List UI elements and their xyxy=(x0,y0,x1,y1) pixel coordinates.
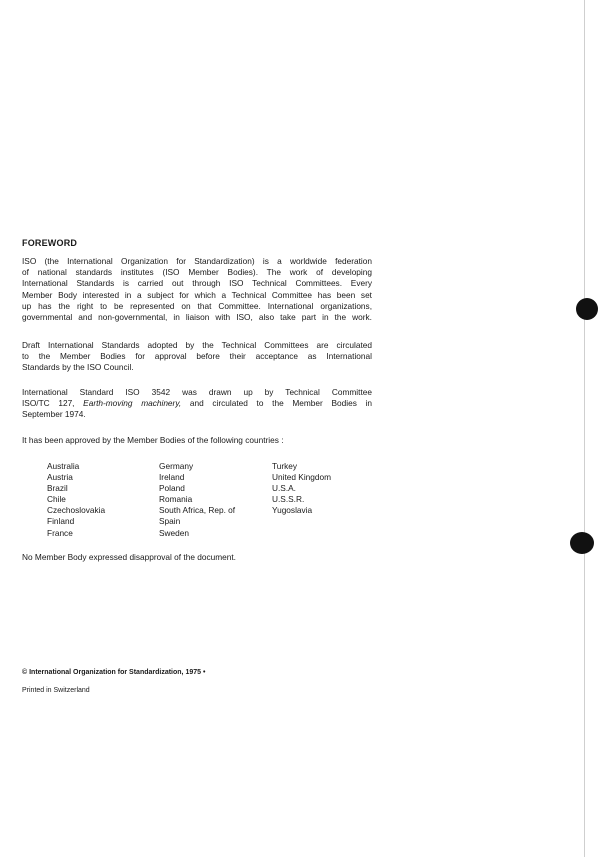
punch-hole-mark xyxy=(570,532,594,554)
country-item: South Africa, Rep. of xyxy=(159,505,236,516)
text-line: Standards by the ISO Council. xyxy=(22,362,134,373)
foreword-heading: FOREWORD xyxy=(22,238,78,248)
country-item: U.S.S.R. xyxy=(272,494,305,505)
text-line: International Standards is carried out through ISO Technical Committees. Every xyxy=(22,278,372,289)
text-line xyxy=(22,398,372,409)
country-item: Brazil xyxy=(47,483,68,494)
foreword-paragraph-drafts xyxy=(22,340,372,374)
country-list-column-3 xyxy=(272,461,331,516)
disapproval-note xyxy=(22,552,372,563)
text-line: of national standards institutes (ISO Member Bodies). The work of developing xyxy=(22,267,372,278)
copyright-notice: © International Organization for Standardization, 1975 • xyxy=(22,669,206,676)
text-fragment: ISO/TC 127, xyxy=(22,398,75,409)
text-line: Member Body interested in a subject for which a Technical Committee has been set xyxy=(22,289,372,300)
text-line: It has been approved by the Member Bodies of the following countries : xyxy=(22,435,284,445)
foreword-paragraph-iso xyxy=(22,256,372,323)
country-item: Yugoslavia xyxy=(272,505,313,516)
text-line: September 1974. xyxy=(22,409,86,420)
country-item: Poland xyxy=(159,483,185,494)
foreword-paragraph-standard xyxy=(22,387,372,421)
page-edge-rule xyxy=(584,0,585,857)
text-line: up has the right to be represented on that Committee. International organizations, xyxy=(22,300,372,311)
country-item: Finland xyxy=(47,516,75,527)
country-item: United Kingdom xyxy=(272,472,332,483)
country-item: Ireland xyxy=(159,472,185,483)
country-item: Austria xyxy=(47,472,73,483)
text-line: Draft International Standards adopted by the Technical Committees are circulated xyxy=(22,340,372,350)
text-line: to the Member Bodies for approval before their acceptance as International xyxy=(22,351,372,362)
country-item: France xyxy=(47,527,73,538)
country-item: Turkey xyxy=(272,461,298,471)
text-line: No Member Body expressed disapproval of the document. xyxy=(22,552,236,562)
punch-hole-mark xyxy=(576,298,598,320)
country-list-column-1 xyxy=(47,461,105,539)
text-line: ISO (the International Organization for Standardization) is a worldwide federation xyxy=(22,256,372,266)
approval-intro xyxy=(22,435,372,446)
text-line: governmental and non-governmental, in liaison with ISO, also take part in the work. xyxy=(22,312,372,323)
country-item: Australia xyxy=(47,461,80,471)
text-fragment: and circulated to the Member Bodies in xyxy=(189,398,372,409)
country-list-column-2 xyxy=(159,461,235,539)
country-item: U.S.A. xyxy=(272,483,296,494)
printed-in-note: Printed in Switzerland xyxy=(22,687,90,694)
country-item: Czechoslovakia xyxy=(47,505,106,516)
committee-title: Earth-moving machinery, xyxy=(83,398,182,409)
country-item: Sweden xyxy=(159,527,189,538)
country-item: Romania xyxy=(159,494,193,505)
country-item: Chile xyxy=(47,494,66,505)
country-item: Germany xyxy=(159,461,194,471)
text-line: International Standard ISO 3542 was drawn up by Technical Committee xyxy=(22,387,372,397)
country-item: Spain xyxy=(159,516,181,527)
